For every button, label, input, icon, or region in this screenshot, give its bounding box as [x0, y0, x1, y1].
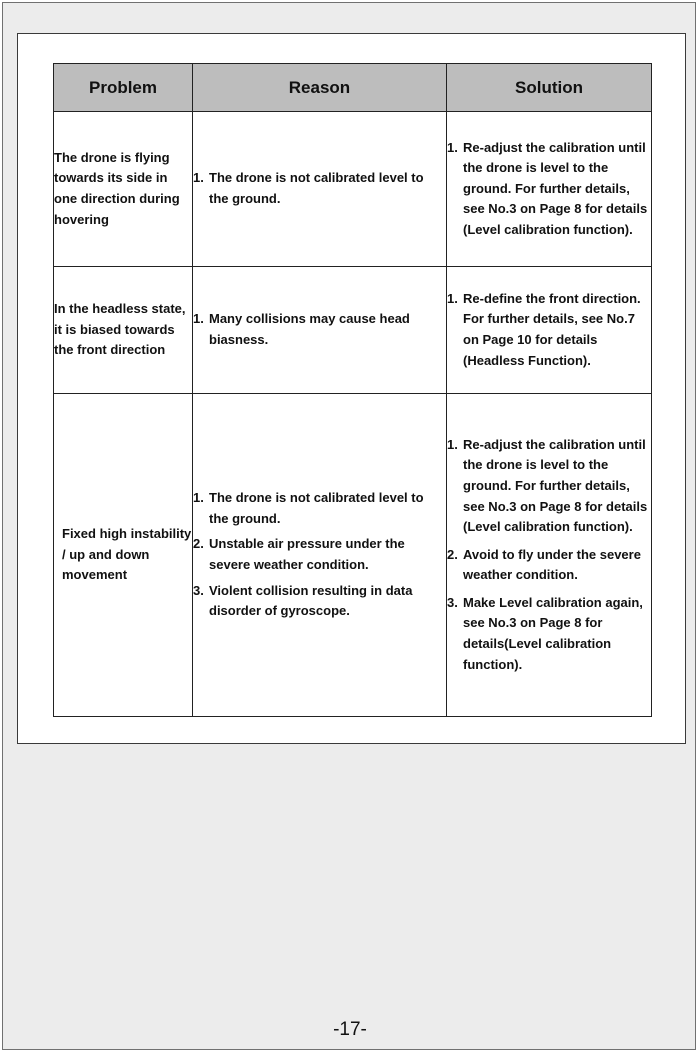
reason-cell — [193, 267, 447, 394]
solution-item — [447, 545, 651, 586]
reason-text: Unstable air pressure under the severe weather condition. — [209, 536, 405, 572]
reason-item — [193, 534, 446, 575]
solution-number: 3. — [447, 594, 458, 610]
solution-number: 1. — [447, 139, 458, 155]
reason-number: 3. — [193, 582, 204, 598]
reason-cell — [193, 394, 447, 717]
solution-cell — [447, 394, 652, 717]
reason-item — [193, 581, 446, 622]
header-solution: Solution — [447, 64, 652, 112]
reason-number: 2. — [193, 536, 204, 552]
solution-cell — [447, 267, 652, 394]
solution-item — [447, 289, 651, 371]
solution-item — [447, 138, 651, 241]
reason-number: 1. — [193, 170, 204, 186]
page-number: -17- — [333, 1019, 367, 1040]
solution-text: Make Level calibration again, see No.3 on Page 8 for details(Level calibration function). — [463, 594, 643, 672]
reason-item — [193, 488, 446, 529]
reason-cell — [193, 112, 447, 267]
problem-cell: The drone is flying towards its side in one direction during hovering — [54, 112, 193, 267]
troubleshooting-table — [53, 63, 652, 717]
solution-cell — [447, 112, 652, 267]
header-problem: Problem — [54, 64, 193, 112]
problem-cell: Fixed high instability / up and down movement — [54, 394, 193, 717]
table-header-row — [54, 64, 652, 112]
solution-item — [447, 593, 651, 675]
manual-page — [2, 2, 696, 1050]
solution-text: Re-adjust the calibration until the drone is level to the ground. For further details, see No.3 on Page 8 for details (Level calibration function). — [463, 436, 648, 535]
reason-item — [193, 309, 446, 350]
reason-text: Violent collision resulting in data disorder of gyroscope. — [209, 582, 413, 619]
solution-text: Avoid to fly under the severe weather condition. — [463, 546, 641, 583]
troubleshooting-panel — [17, 33, 686, 744]
solution-number: 2. — [447, 546, 458, 562]
reason-text: Many collisions may cause head biasness. — [209, 311, 410, 347]
table-row — [54, 394, 652, 717]
solution-number: 1. — [447, 436, 458, 452]
reason-text: The drone is not calibrated level to the ground. — [209, 490, 424, 526]
table-row — [54, 112, 652, 267]
solution-text: Re-adjust the calibration until the drone is level to the ground. For further details, see No.3 on Page 8 for details (Level calibration function). — [463, 139, 648, 237]
problem-cell: In the headless state, it is biased towards the front direction — [54, 267, 193, 394]
header-reason: Reason — [193, 64, 447, 112]
reason-text: The drone is not calibrated level to the ground. — [209, 170, 424, 206]
reason-item — [193, 168, 446, 209]
solution-text: Re-define the front direction. For further details, see No.7 on Page 10 for details (Headless Function). — [463, 290, 641, 368]
reason-number: 1. — [193, 311, 204, 327]
table-row — [54, 267, 652, 394]
reason-number: 1. — [193, 490, 204, 506]
solution-number: 1. — [447, 290, 458, 306]
solution-item — [447, 435, 651, 538]
